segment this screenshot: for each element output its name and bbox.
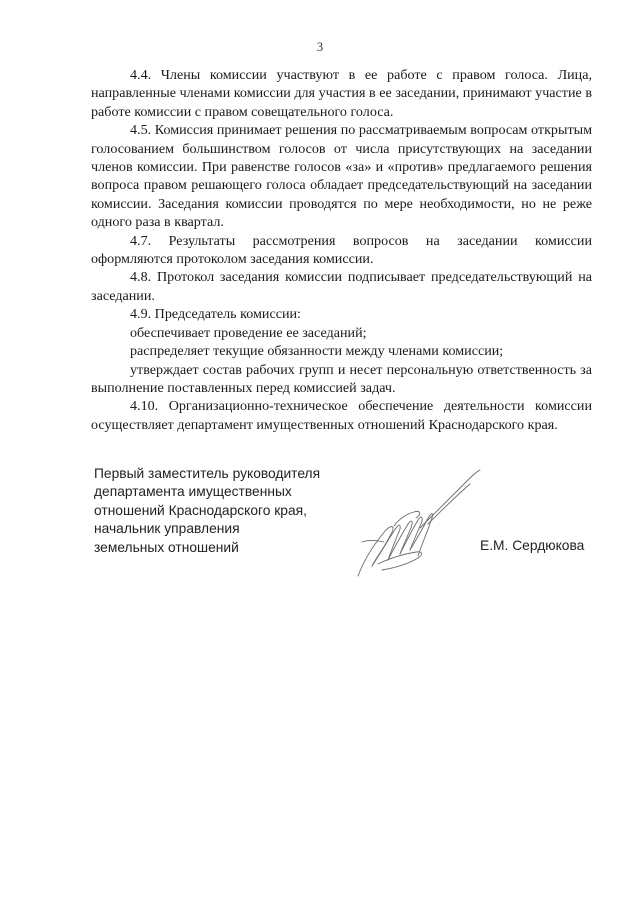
document-body: [91, 66, 592, 434]
position-line: Первый заместитель руководителя: [94, 466, 321, 481]
list-item-duty-2: распределяет текущие обязанности между членами комиссии;: [130, 343, 504, 360]
handwritten-signature: [350, 468, 485, 583]
paragraph-4-8: 4.8. Протокол заседания комиссии подписывает председательствующий на заседании.: [91, 269, 592, 304]
signer-position: [94, 465, 354, 557]
list-item-duty-1: обеспечивает проведение ее заседаний;: [130, 324, 367, 341]
paragraph-4-10: 4.10. Организационно-техническое обеспечение деятельности комиссии осуществляет департамент имущественных отношений Краснодарского края.: [91, 398, 592, 433]
paragraph-4-4: 4.4. Члены комиссии участвуют в ее работе с правом голоса. Лица, направленные членами комиссии для участия в ее заседании, принимают участие в работе комиссии с правом совещательного голоса.: [91, 67, 592, 120]
list-item-duty-3: утверждает состав рабочих групп и несет персональную ответственность за выполнение поставленных перед комиссией задач.: [91, 361, 592, 396]
position-line: департамента имущественных: [94, 484, 292, 500]
position-line: отношений Краснодарского края,: [94, 502, 307, 518]
page-number: 3: [316, 40, 324, 54]
paragraph-4-5: 4.5. Комиссия принимает решения по рассматриваемым вопросам открытым голосованием большинством голосов от числа присутствующих на заседании членов комиссии. При равенстве голосов «за» и «против» предлагаемого решения вопроса правом решающего голоса обладает председательствующий на заседании комиссии. Заседания комиссии проводятся по мере необходимости, но не реже одного раза в квартал.: [91, 122, 592, 231]
paragraph-4-9: 4.9. Председатель комиссии:: [130, 306, 301, 323]
position-line: начальник управления: [94, 521, 240, 537]
signer-name: Е.М. Сердюкова: [480, 538, 585, 553]
position-line: земельных отношений: [94, 539, 239, 555]
paragraph-4-7: 4.7. Результаты рассмотрения вопросов на заседании комиссии оформляются протоколом заседания комиссии.: [91, 232, 592, 268]
